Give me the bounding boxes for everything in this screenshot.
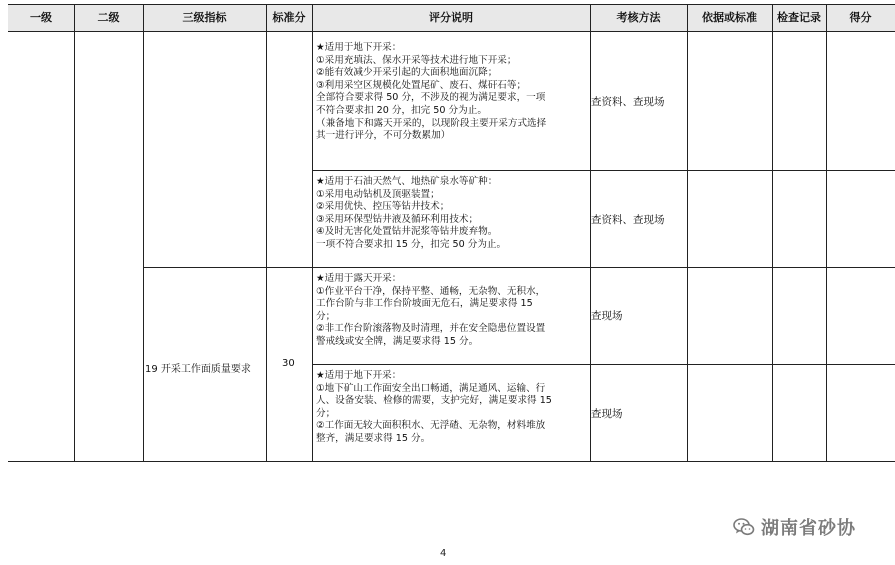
grid-line: [8, 4, 895, 5]
header-level-3-indicator: 三级指标: [182, 11, 227, 24]
grid-line: [8, 31, 895, 32]
evaluation-table: [8, 4, 895, 462]
table-header: [8, 4, 895, 31]
scoring-description-oil-gas: ★适用于石油天然气、地热矿泉水等矿种： ①采用电动钻机及顶驱装置； ②采用优快、控压等钻井技术； ③采用环保型钻井液及循环利用技术； ④及时无害化处置钻井泥浆等钻井废弃物。 一项不符合要求扣 15 分，扣完 50 分为止。: [316, 176, 507, 250]
grid-line: [772, 4, 773, 462]
assessment-method: 查现场: [591, 408, 623, 420]
header-level-2: 二级: [97, 11, 120, 24]
grid-line: [266, 4, 267, 462]
grid-line: [312, 4, 313, 462]
watermark: [733, 514, 856, 540]
header-assessment-method: 考核方法: [616, 11, 661, 24]
assessment-method: 查资料、查现场: [591, 96, 665, 108]
indicator-19-score: 30: [282, 358, 295, 369]
grid-line: [143, 4, 144, 462]
assessment-method: 查资料、查现场: [591, 214, 665, 226]
header-level-1: 一级: [30, 11, 52, 24]
grid-line: [590, 4, 591, 462]
scoring-description-underground-face: ★适用于地下开采： ①地下矿山工作面安全出口畅通，满足通风、运输、行 人、设备安装、检修的需要，支护完好，满足要求得 15 分； ②工作面无较大面积积水、无浮碴、无杂物，材料堆放 整齐，满足要求得 15 分。: [316, 370, 552, 444]
grid-line: [8, 461, 895, 462]
grid-line: [687, 4, 688, 462]
indicator-19-label: 19 开采工作面质量要求: [145, 364, 251, 375]
scoring-description-underground: ★适用于地下开采： ①采用充填法、保水开采等技术进行地下开采； ②能有效减少开采引起的大面积地面沉降； ③利用采空区规模化处置尾矿、废石、煤矸石等； 全部符合要求得 50 分，不涉及的视为满足要求，一项 不符合要求扣 20 分，扣完 50 分为止。 （兼备地下和露天开采的，以现阶段主要开采方式选择 其一进行评分，不可分数累加）: [316, 42, 547, 142]
header-standard-score: 标准分: [272, 11, 306, 24]
page-number: 4: [440, 548, 447, 559]
header-scoring-description: 评分说明: [429, 11, 473, 24]
header-score: 得分: [849, 11, 872, 24]
grid-line: [312, 364, 895, 365]
grid-line: [74, 4, 75, 462]
grid-line: [312, 170, 895, 171]
grid-line: [826, 4, 827, 462]
scoring-description-open-pit: ★适用于露天开采： ①作业平台干净，保持平整、通畅，无杂物、无积水， 工作台阶与非工作台阶坡面无危石，满足要求得 15 分； ②非工作台阶滚落物及时清理，并在安全隐患位置设置 警戒线或安全牌，满足要求得 15 分。: [316, 273, 546, 347]
wechat-icon: [733, 517, 755, 537]
header-basis-or-standard: 依据或标准: [702, 11, 757, 24]
grid-line: [143, 267, 895, 268]
watermark-text: 湖南省砂协: [761, 518, 856, 539]
header-inspection-record: 检查记录: [777, 11, 821, 24]
assessment-method: 查现场: [591, 310, 623, 322]
